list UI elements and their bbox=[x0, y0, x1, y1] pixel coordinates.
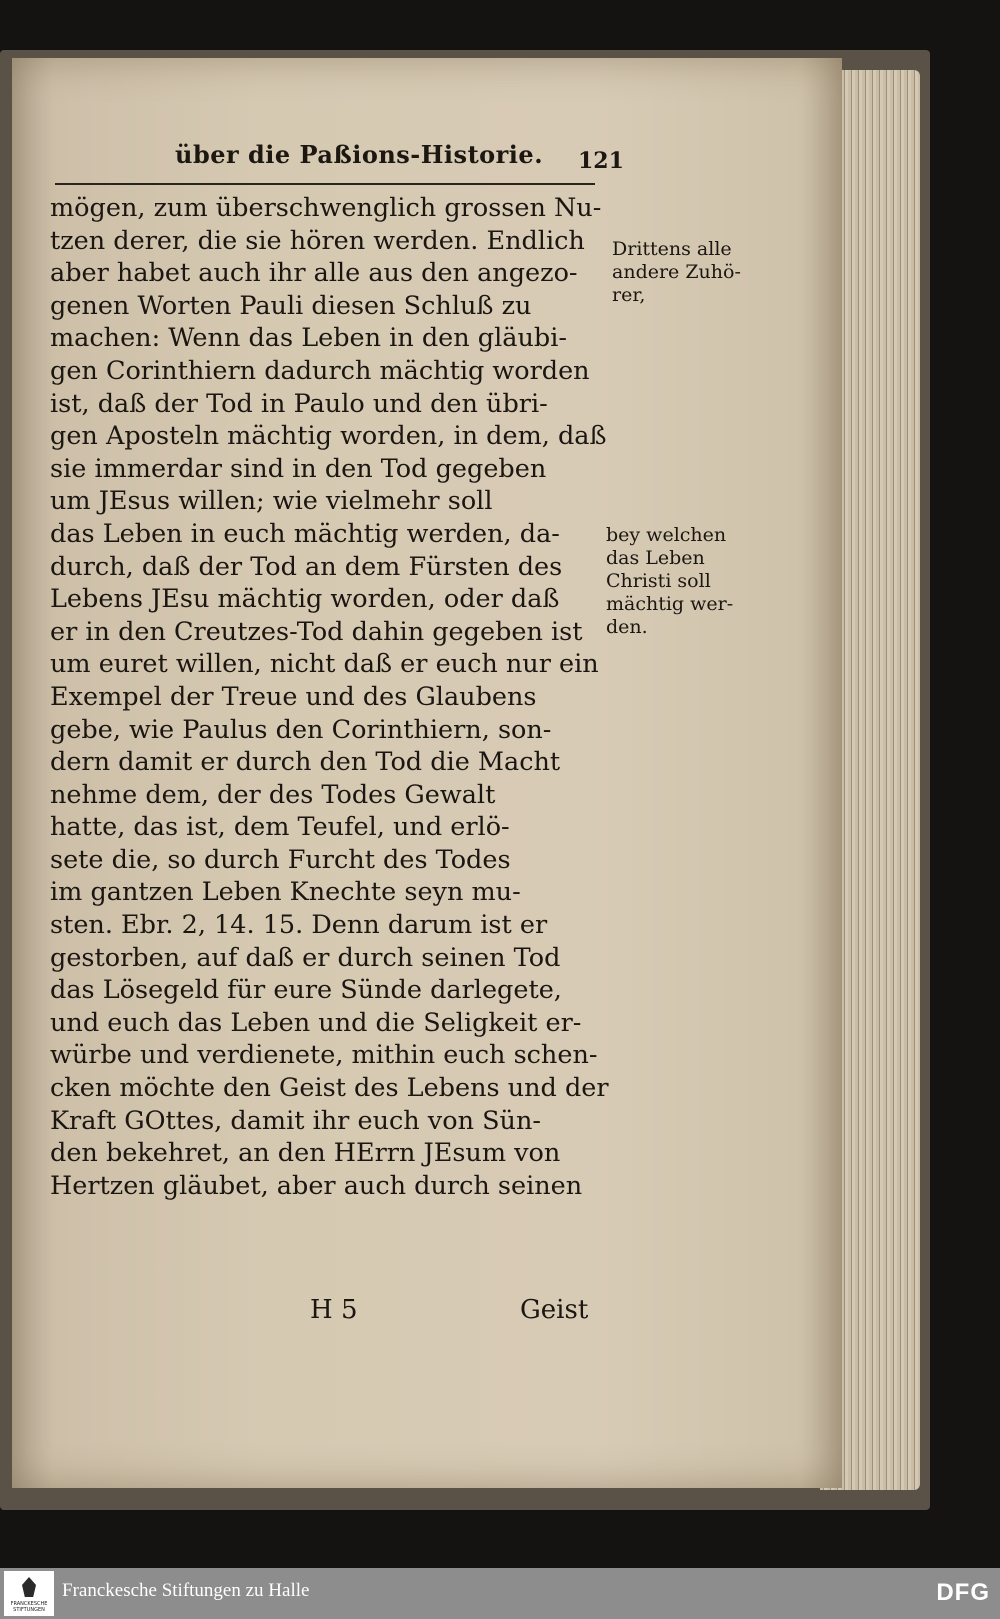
text-line: tzen derer, die sie hören werden. Endlich bbox=[50, 225, 585, 256]
catchword: Geist bbox=[520, 1295, 589, 1325]
text-line: das Leben in euch mächtig werden, da- bbox=[50, 518, 560, 549]
text-line: durch, daß der Tod an dem Fürsten des bbox=[50, 551, 563, 582]
text-line: er in den Creutzes-Tod dahin gegeben ist bbox=[50, 616, 583, 647]
text-line: gen Corinthiern dadurch mächtig worden bbox=[50, 355, 590, 386]
text-line: cken möchte den Geist des Lebens und der bbox=[50, 1073, 609, 1104]
text-line: das Leben bbox=[606, 547, 705, 569]
text-line: dern damit er durch den Tod die Macht bbox=[50, 747, 561, 778]
text-line: gestorben, auf daß er durch seinen Tod bbox=[50, 942, 561, 973]
text-line: mögen, zum überschwenglich grossen Nu- bbox=[50, 193, 602, 223]
margin-note-drittens bbox=[612, 238, 741, 307]
text-line: Lebens JEsu mächtig worden, oder daß bbox=[50, 584, 560, 615]
text-line: den. bbox=[606, 616, 648, 638]
text-line: gebe, wie Paulus den Corinthiern, son- bbox=[50, 714, 552, 745]
footer-bar bbox=[0, 1568, 1000, 1619]
text-line: mächtig wer- bbox=[606, 593, 734, 615]
text-line: Exempel der Treue und des Glaubens bbox=[50, 681, 537, 712]
text-line: nehme dem, der des Todes Gewalt bbox=[50, 779, 496, 810]
text-line: das Lösegeld für eure Sünde darlegete, bbox=[50, 975, 562, 1006]
margin-note-bey-welchen bbox=[606, 524, 733, 639]
text-line: ist, daß der Tod in Paulo und den übri- bbox=[50, 388, 548, 419]
page-number: 121 bbox=[578, 148, 624, 174]
text-line: und euch das Leben und die Seligkeit er- bbox=[50, 1007, 582, 1038]
text-line: sie immerdar sind in den Tod gegeben bbox=[50, 453, 547, 484]
text-line: bey welchen bbox=[606, 524, 727, 546]
text-line: Christi soll bbox=[606, 570, 711, 592]
running-header: über die Paßions-Historie. bbox=[175, 140, 544, 169]
text-line: machen: Wenn das Leben in den gläubi- bbox=[50, 323, 567, 354]
text-line: rer, bbox=[612, 284, 646, 306]
eagle-icon bbox=[22, 1577, 36, 1597]
signature-mark: H 5 bbox=[310, 1295, 358, 1325]
institution-name[interactable]: Franckesche Stiftungen zu Halle bbox=[62, 1580, 310, 1601]
text-line: um JEsus willen; wie vielmehr soll bbox=[50, 486, 493, 517]
text-line: um euret willen, nicht daß er euch nur ein bbox=[50, 649, 599, 680]
dfg-logo[interactable]: DFG bbox=[936, 1579, 990, 1606]
text-line: sete die, so durch Furcht des Todes bbox=[50, 844, 511, 875]
text-line: gen Aposteln mächtig worden, in dem, daß bbox=[50, 421, 607, 452]
text-line: sten. Ebr. 2, 14. 15. Denn darum ist er bbox=[50, 910, 548, 941]
franckesche-logo[interactable] bbox=[4, 1571, 54, 1616]
text-line: würbe und verdienete, mithin euch schen- bbox=[50, 1040, 598, 1071]
text-line: genen Worten Pauli diesen Schluß zu bbox=[50, 290, 532, 321]
text-line: Kraft GOttes, damit ihr euch von Sün- bbox=[50, 1105, 542, 1136]
header-rule bbox=[55, 183, 595, 185]
text-line: den bekehret, an den HErrn JEsum von bbox=[50, 1138, 561, 1169]
text-line: Drittens alle bbox=[612, 238, 732, 260]
text-line: im gantzen Leben Knechte seyn mu- bbox=[50, 877, 521, 908]
text-line: Hertzen gläubet, aber auch durch seinen bbox=[50, 1170, 583, 1201]
text-line: aber habet auch ihr alle aus den angezo- bbox=[50, 258, 578, 289]
logo-text: FRANCKESCHE STIFTUNGEN bbox=[10, 1601, 48, 1613]
body-text bbox=[50, 192, 610, 1202]
text-line: andere Zuhö- bbox=[612, 261, 741, 283]
text-line: hatte, das ist, dem Teufel, und erlö- bbox=[50, 812, 510, 843]
